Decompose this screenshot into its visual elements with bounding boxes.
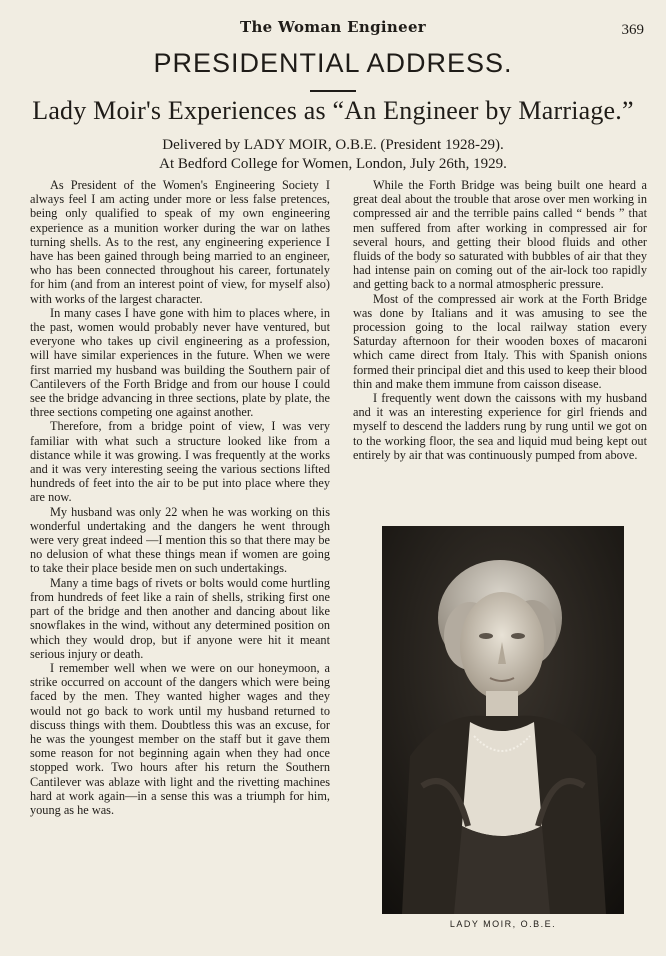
paragraph: As President of the Women's Engineering Society I always feel I am acting under more or less false pretences, being only qualified to speak of my own engineering experience as a munition worker during the war on lathes turning shells. As to the rest, any engineering experience I have has been gained through being married to an engineer, who has been connected throughout his career, fortunately for him (and from an interest point of view, for myself also) with works of the largest character. bbox=[30, 178, 330, 306]
portrait-photo bbox=[382, 526, 624, 914]
paragraph: Most of the compressed air work at the Forth Bridge was done by Italians and it was amusing to see the procession going to the local railway station every Saturday afternoon for their wooden boxes of macaroni which came direct from Italy. This with Spanish onions formed their principal diet and this used to keep their blood thin and make them immune from caisson disease. bbox=[353, 291, 647, 391]
photo-caption: LADY MOIR, O.B.E. bbox=[449, 919, 557, 929]
paragraph: Many a time bags of rivets or bolts would come hurtling from hundreds of feet like a rain of shells, striking first one part of the bridge and then another and dancing about like snowflakes in the wind, without any determined position on which they would drop, but if anyone were hit it meant serious injury or death. bbox=[30, 575, 330, 661]
paragraph: I remember well when we were on our honeymoon, a strike occurred on account of the dangers which were being faced by the men. They wanted higher wages and they would not go back to work until my husband returned to discuss things with them. Doubtless this was an excuse, for he was the youngest member on the staff but it gave them some reason for not beginning again when they had once stopped work. Two hours after his return the Southern Cantilever was ablaze with light and the rivetting machines hard at work again—in a sense this was a triumph for him, young as he was. bbox=[30, 660, 330, 817]
journal-masthead: The Woman Engineer bbox=[239, 18, 426, 36]
portrait-image bbox=[382, 526, 624, 914]
article-headline: Lady Moir's Experiences as “An Engineer by Marriage.” bbox=[32, 96, 634, 125]
paragraph: My husband was only 22 when he was working on this wonderful undertaking and the dangers he went through were very great indeed —I mention this so that there may be no delusion of what these things mean if women are going to take their place beside men on such undertakings. bbox=[30, 504, 330, 576]
page-number: 369 bbox=[621, 22, 644, 38]
right-column bbox=[353, 178, 647, 462]
section-title: PRESIDENTIAL ADDRESS. bbox=[153, 48, 513, 78]
byline-venue: At Bedford College for Women, London, July 26th, 1929. bbox=[159, 156, 507, 172]
paragraph: I frequently went down the caissons with my husband and it was an interesting experience for girl friends and myself to descend the ladders rung by rung until we got on to the working floor, the sea and liquid mud being kept out entirely by air that was continuously pumped from above. bbox=[353, 391, 647, 462]
paragraph: In many cases I have gone with him to places where, in the past, women would probably never have ventured, but everyone who takes up civil engineering as a profession, will have similar experiences in the future. When we were first married my husband was building the Southern pair of Cantilevers of the Forth Bridge and from our house I could see the bridge advancing in three sections, plate by plate, the three sections competing one against another. bbox=[30, 305, 330, 420]
byline-speaker: Delivered by LADY MOIR, O.B.E. (President 1928-29). bbox=[162, 137, 504, 153]
title-rule bbox=[310, 90, 356, 92]
left-column bbox=[30, 178, 330, 817]
paragraph: While the Forth Bridge was being built one heard a great deal about the trouble that arose over men working in compressed air and the terrible pains called “ bends ” that men suffered from after working in compressed air for several hours, and getting their blood fluids and other fluids of the body so saturated with bubbles of air that they had intense pain on coming out of the air-lock too rapidly and getting back to a normal atmospheric pressure. bbox=[353, 178, 647, 292]
paragraph: Therefore, from a bridge point of view, I was very familiar with what such a structure looked like from a distance while it was growing. I was frequently at the works and it was very interesting seeing the various sections lifted hundreds of feet into the air to be put into place where they are now. bbox=[30, 419, 330, 505]
